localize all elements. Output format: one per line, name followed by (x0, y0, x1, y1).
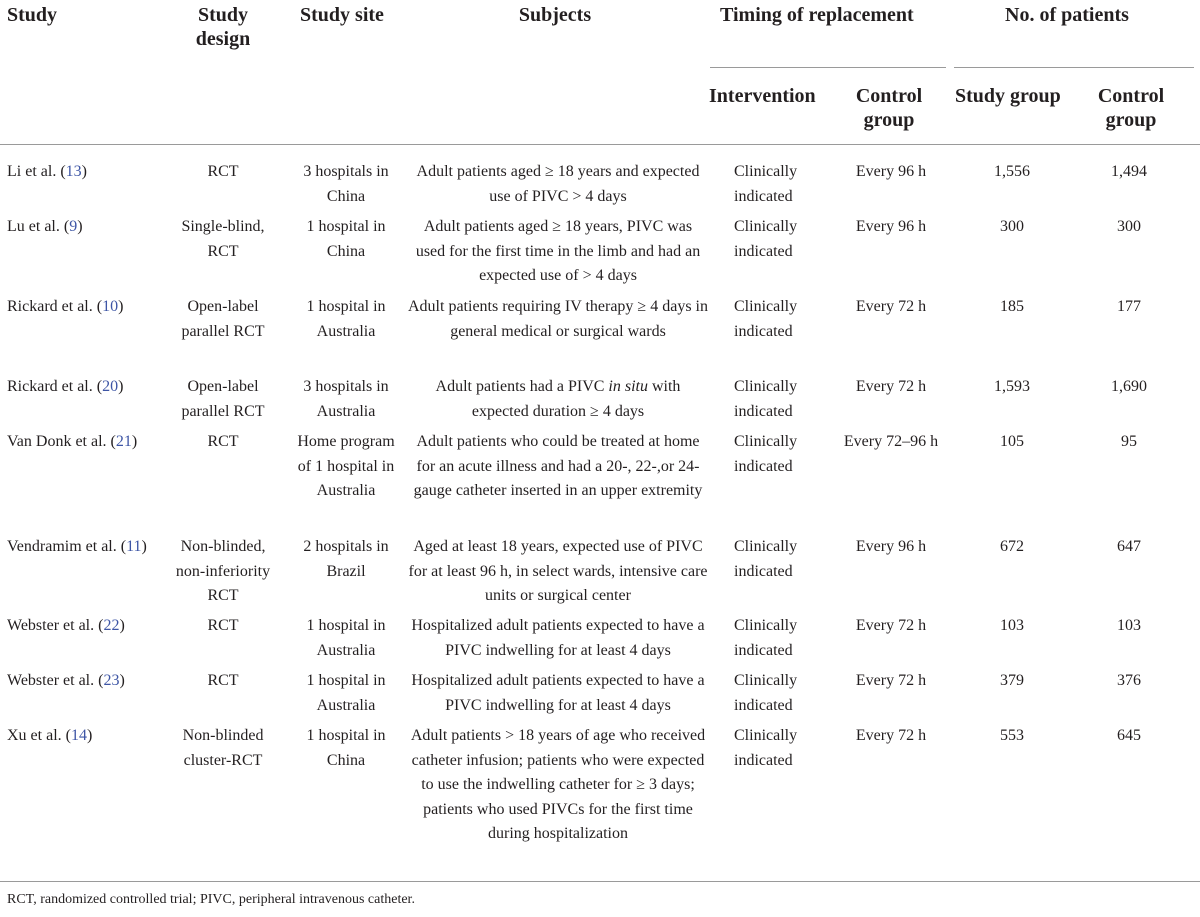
patients-header-rule (954, 67, 1194, 68)
subjects-cell: Adult patients requiring IV therapy ≥ 4 days in general medical or surgical wards (408, 298, 708, 340)
study-cell (7, 295, 172, 320)
study-cell (7, 669, 172, 694)
study-close-paren: ) (81, 163, 87, 180)
study-author: Li et al. ( (7, 163, 66, 180)
intervention-cell: Clinically indicated (734, 727, 798, 769)
control-group-count: 647 (1117, 538, 1141, 555)
reference-link[interactable]: 23 (103, 672, 120, 689)
study-close-paren: ) (77, 218, 83, 235)
study-group-count: 300 (1000, 218, 1024, 235)
reference-link[interactable]: 11 (126, 538, 142, 555)
study-cell (7, 160, 172, 185)
control-timing-cell: Every 72 h (855, 298, 927, 315)
subjects-italic: in situ (608, 378, 648, 395)
control-group-count: 645 (1117, 727, 1141, 744)
study-design-cell: Open-label parallel RCT (181, 298, 265, 340)
study-site-cell: 3 hospitals in Australia (303, 378, 389, 420)
table-footnote: RCT, randomized controlled trial; PIVC, peripheral intravenous catheter. (7, 892, 415, 907)
subjects-cell: Aged at least 18 years, expected use of PIVC for at least 96 h, in select wards, intensive care units or surgical center (408, 538, 708, 604)
intervention-cell: Clinically indicated (734, 378, 798, 420)
control-group-count: 376 (1117, 672, 1141, 689)
study-close-paren: ) (118, 378, 124, 395)
study-cell (7, 375, 172, 400)
intervention-cell: Clinically indicated (734, 433, 798, 475)
study-close-paren: ) (86, 727, 93, 744)
intervention-cell: Clinically indicated (734, 672, 798, 714)
study-cell (7, 535, 172, 560)
reference-link[interactable]: 14 (70, 727, 87, 744)
study-group-count: 103 (1000, 617, 1024, 634)
header-intervention: Intervention (709, 85, 816, 107)
study-close-paren: ) (119, 672, 125, 689)
study-site-cell: Home program of 1 hospital in Australia (297, 433, 395, 499)
control-timing-cell: Every 72 h (855, 672, 927, 689)
reference-link[interactable]: 13 (65, 163, 82, 180)
header-timing: Timing of replacement (720, 4, 914, 26)
control-group-count: 300 (1117, 218, 1141, 235)
study-group-count: 105 (1000, 433, 1024, 450)
study-cell (7, 614, 172, 639)
study-design-cell: RCT (207, 433, 239, 450)
study-close-paren: ) (118, 298, 124, 315)
subjects-text: with expected duration ≥ 4 days (471, 378, 681, 420)
study-cell (7, 430, 172, 455)
control-timing-cell: Every 72 h (855, 727, 927, 744)
study-site-cell: 1 hospital in Australia (306, 617, 386, 659)
header-study: Study (7, 4, 58, 26)
header-bottom-rule (0, 144, 1200, 145)
study-group-count: 1,556 (994, 163, 1030, 180)
study-cell (7, 215, 172, 240)
subjects-cell: Adult patients aged ≥ 18 years and expected use of PIVC > 4 days (416, 163, 700, 205)
study-design-cell: Non-blinded, non-inferiority RCT (175, 538, 271, 604)
study-design-cell: RCT (207, 672, 239, 689)
study-design-cell: Single-blind, RCT (181, 218, 265, 260)
study-design-cell: Open-label parallel RCT (181, 378, 265, 420)
study-group-count: 1,593 (994, 378, 1030, 395)
study-author: Vendramim et al. ( (7, 538, 127, 555)
subjects-cell: Adult patients > 18 years of age who received catheter infusion; patients who were expected to use the indwelling catheter for ≥ 3 days; patients who used PIVCs for the first time during hospitalization (410, 727, 706, 842)
header-study-group: Study group (955, 85, 1061, 107)
reference-link[interactable]: 20 (102, 378, 119, 395)
control-timing-cell: Every 72–96 h (843, 433, 939, 450)
subjects-cell: Hospitalized adult patients expected to have a PIVC indwelling for at least 4 days (411, 617, 705, 659)
intervention-cell: Clinically indicated (734, 617, 798, 659)
study-site-cell: 1 hospital in Australia (306, 672, 386, 714)
header-control-group-patients: Control group (1097, 85, 1165, 131)
study-author: Webster et al. ( (7, 672, 104, 689)
control-group-count: 1,494 (1111, 163, 1147, 180)
study-author: Lu et al. ( (7, 218, 70, 235)
study-design-cell: RCT (207, 163, 239, 180)
study-group-count: 553 (1000, 727, 1024, 744)
header-study-site: Study site (300, 4, 384, 26)
control-timing-cell: Every 96 h (855, 163, 927, 180)
study-site-cell: 1 hospital in China (306, 727, 386, 769)
control-timing-cell: Every 72 h (855, 617, 927, 634)
study-group-count: 379 (1000, 672, 1024, 689)
study-close-paren: ) (141, 538, 147, 555)
control-timing-cell: Every 96 h (855, 538, 927, 555)
study-site-cell: 2 hospitals in Brazil (303, 538, 389, 580)
study-author: Xu et al. ( (7, 727, 71, 744)
header-patients: No. of patients (1005, 4, 1129, 26)
study-design-cell: RCT (207, 617, 239, 634)
intervention-cell: Clinically indicated (734, 163, 798, 205)
intervention-cell: Clinically indicated (734, 298, 798, 340)
reference-link[interactable]: 21 (115, 433, 132, 450)
subjects-cell: Adult patients aged ≥ 18 years, PIVC was used for the first time in the limb and had an expected use of > 4 days (415, 218, 701, 284)
control-group-count: 103 (1117, 617, 1141, 634)
subjects-text: Adult patients had a PIVC (435, 378, 609, 395)
study-design-cell: Non-blinded cluster-RCT (182, 727, 264, 769)
reference-link[interactable]: 22 (103, 617, 120, 634)
control-group-count: 177 (1117, 298, 1141, 315)
study-close-paren: ) (131, 433, 138, 450)
study-author: Rickard et al. ( (7, 298, 103, 315)
header-subjects: Subjects (518, 4, 592, 26)
subjects-cell: Hospitalized adult patients expected to have a PIVC indwelling for at least 4 days (411, 672, 705, 714)
control-group-count: 1,690 (1111, 378, 1147, 395)
study-site-cell: 3 hospitals in China (303, 163, 389, 205)
study-author: Van Donk et al. ( (7, 433, 116, 450)
subjects-cell: Adult patients who could be treated at home for an acute illness and had a 20-, 22-,or 24-gauge catheter inserted in an upper extremity (413, 433, 703, 499)
study-group-count: 185 (1000, 298, 1024, 315)
study-group-count: 672 (1000, 538, 1024, 555)
study-site-cell: 1 hospital in Australia (306, 298, 386, 340)
control-timing-cell: Every 96 h (855, 218, 927, 235)
header-control-group-timing: Control group (855, 85, 923, 131)
control-timing-cell: Every 72 h (855, 378, 927, 395)
reference-link[interactable]: 10 (102, 298, 119, 315)
intervention-cell: Clinically indicated (734, 218, 798, 260)
control-group-count: 95 (1121, 433, 1137, 450)
timing-header-rule (710, 67, 946, 68)
study-site-cell: 1 hospital in China (306, 218, 386, 260)
study-cell (7, 724, 172, 749)
reference-link[interactable]: 9 (69, 218, 78, 235)
subjects-cell (408, 375, 708, 424)
header-study-design: Study design (195, 4, 251, 50)
table-bottom-rule (0, 881, 1200, 882)
intervention-cell: Clinically indicated (734, 538, 798, 580)
study-close-paren: ) (119, 617, 125, 634)
study-author: Rickard et al. ( (7, 378, 103, 395)
study-author: Webster et al. ( (7, 617, 104, 634)
